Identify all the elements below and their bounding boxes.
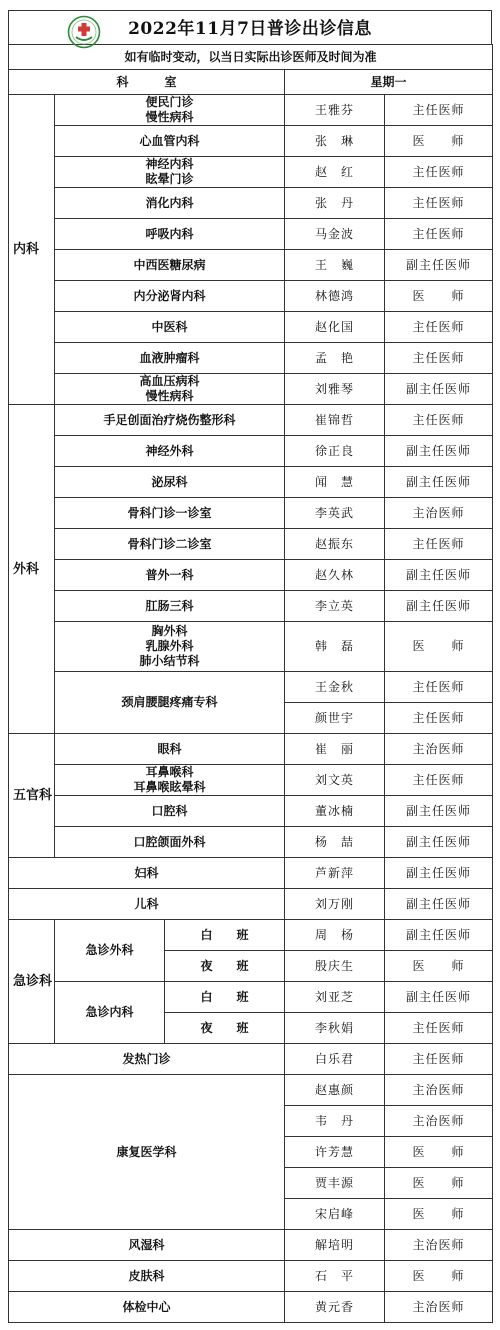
doctor-title: 医 师 [385, 126, 493, 157]
doctor-title: 主任医师 [385, 1013, 493, 1044]
doctor-title: 主治医师 [385, 1292, 493, 1323]
doctor-name: 韦 丹 [285, 1106, 385, 1137]
table-row [9, 1230, 493, 1261]
table-row [9, 95, 493, 126]
dept-name: 口腔颌面外科 [55, 827, 285, 858]
doctor-title: 主任医师 [385, 219, 493, 250]
dept-name: 神经内科 眩晕门诊 [55, 157, 285, 188]
table-row [9, 734, 493, 765]
dept-name: 皮肤科 [9, 1261, 285, 1292]
dept-name: 神经外科 [55, 436, 285, 467]
doctor-name: 芦新萍 [285, 858, 385, 889]
table-row [9, 591, 493, 622]
table-row [9, 436, 493, 467]
doctor-title: 主任医师 [385, 529, 493, 560]
dept-name: 体检中心 [9, 1292, 285, 1323]
table-row [9, 281, 493, 312]
table-row [9, 858, 493, 889]
doctor-title: 医 师 [385, 281, 493, 312]
doctor-title: 副主任医师 [385, 250, 493, 281]
table-row [9, 920, 493, 951]
dept-name: 骨科门诊一诊室 [55, 498, 285, 529]
table-row [9, 672, 493, 703]
dept-name: 内分泌肾内科 [55, 281, 285, 312]
table-row [9, 498, 493, 529]
doctor-name: 刘雅琴 [285, 374, 385, 405]
doctor-name: 赵振东 [285, 529, 385, 560]
page-title: 2022年11月7日普诊出诊信息 [128, 19, 372, 39]
dept-name: 妇科 [9, 858, 285, 889]
doctor-name: 刘亚芝 [285, 982, 385, 1013]
doctor-title: 主治医师 [385, 1075, 493, 1106]
column-header-dept: 科 室 [9, 70, 285, 95]
table-row [9, 765, 493, 796]
doctor-name: 徐正良 [285, 436, 385, 467]
doctor-title: 主任医师 [385, 672, 493, 703]
doctor-title: 主任医师 [385, 312, 493, 343]
doctor-name: 宋启峰 [285, 1199, 385, 1230]
group-label-ent: 五官科 [9, 734, 55, 858]
dept-name: 高血压病科 慢性病科 [55, 374, 285, 405]
doctor-title: 主任医师 [385, 188, 493, 219]
table-row [9, 312, 493, 343]
group-label-internal: 内科 [9, 95, 55, 405]
dept-name: 普外一科 [55, 560, 285, 591]
doctor-name: 赵化国 [285, 312, 385, 343]
dept-name: 肛肠三科 [55, 591, 285, 622]
table-row [9, 467, 493, 498]
table-row [9, 982, 493, 1013]
doctor-title: 副主任医师 [385, 982, 493, 1013]
doctor-title: 副主任医师 [385, 560, 493, 591]
doctor-title: 副主任医师 [385, 920, 493, 951]
dept-name: 发热门诊 [9, 1044, 285, 1075]
doctor-name: 周 杨 [285, 920, 385, 951]
doctor-name: 孟 艳 [285, 343, 385, 374]
group-label-emergency: 急诊科 [9, 920, 55, 1044]
shift-label: 夜 班 [165, 951, 285, 982]
dept-name: 中医科 [55, 312, 285, 343]
table-row [9, 1292, 493, 1323]
doctor-name: 刘万刚 [285, 889, 385, 920]
table-row [9, 250, 493, 281]
dept-name: 急诊内科 [55, 982, 165, 1044]
column-header-row [9, 70, 493, 95]
doctor-name: 解培明 [285, 1230, 385, 1261]
doctor-name: 赵久林 [285, 560, 385, 591]
doctor-name: 许芳慧 [285, 1137, 385, 1168]
dept-name: 风湿科 [9, 1230, 285, 1261]
doctor-title: 主任医师 [385, 1044, 493, 1075]
doctor-title: 主治医师 [385, 1230, 493, 1261]
doctor-title: 主任医师 [385, 343, 493, 374]
schedule-table [8, 44, 493, 1323]
doctor-title: 副主任医师 [385, 858, 493, 889]
doctor-name: 李秋娟 [285, 1013, 385, 1044]
table-row [9, 343, 493, 374]
table-row [9, 405, 493, 436]
schedule-sheet [8, 10, 492, 1323]
dept-name: 急诊外科 [55, 920, 165, 982]
table-row [9, 827, 493, 858]
doctor-name: 张 琳 [285, 126, 385, 157]
dept-name: 泌尿科 [55, 467, 285, 498]
table-row [9, 157, 493, 188]
doctor-name: 马金波 [285, 219, 385, 250]
table-row [9, 1261, 493, 1292]
table-row [9, 188, 493, 219]
table-row [9, 1044, 493, 1075]
doctor-name: 白乐君 [285, 1044, 385, 1075]
shift-label: 白 班 [165, 920, 285, 951]
doctor-title: 医 师 [385, 951, 493, 982]
column-header-monday: 星期一 [285, 70, 493, 95]
table-row [9, 529, 493, 560]
dept-name: 胸外科 乳腺外科 肺小结节科 [55, 622, 285, 672]
doctor-title: 医 师 [385, 1168, 493, 1199]
table-row [9, 622, 493, 672]
doctor-title: 医 师 [385, 1137, 493, 1168]
dept-name: 血液肿瘤科 [55, 343, 285, 374]
doctor-name: 王雅芬 [285, 95, 385, 126]
doctor-name: 崔锦哲 [285, 405, 385, 436]
dept-name: 骨科门诊二诊室 [55, 529, 285, 560]
dept-name: 心血管内科 [55, 126, 285, 157]
doctor-title: 主治医师 [385, 734, 493, 765]
doctor-title: 副主任医师 [385, 796, 493, 827]
shift-label: 白 班 [165, 982, 285, 1013]
doctor-name: 贾丰源 [285, 1168, 385, 1199]
header-bar [8, 10, 492, 44]
doctor-name: 赵惠颜 [285, 1075, 385, 1106]
doctor-title: 医 师 [385, 622, 493, 672]
doctor-title: 副主任医师 [385, 827, 493, 858]
shift-label: 夜 班 [165, 1013, 285, 1044]
dept-name: 便民门诊 慢性病科 [55, 95, 285, 126]
dept-name: 耳鼻喉科 耳鼻喉眩晕科 [55, 765, 285, 796]
doctor-title: 医 师 [385, 1199, 493, 1230]
table-row [9, 1075, 493, 1106]
dept-name: 颈肩腰腿疼痛专科 [55, 672, 285, 734]
doctor-name: 颜世宇 [285, 703, 385, 734]
doctor-title: 副主任医师 [385, 591, 493, 622]
doctor-name: 杨 喆 [285, 827, 385, 858]
doctor-title: 副主任医师 [385, 436, 493, 467]
doctor-name: 崔 丽 [285, 734, 385, 765]
doctor-title: 主任医师 [385, 95, 493, 126]
doctor-name: 王 巍 [285, 250, 385, 281]
group-label-surgery: 外科 [9, 405, 55, 734]
doctor-name: 林德鸿 [285, 281, 385, 312]
doctor-title: 主治医师 [385, 1106, 493, 1137]
dept-name: 儿科 [9, 889, 285, 920]
dept-name: 眼科 [55, 734, 285, 765]
doctor-name: 刘文英 [285, 765, 385, 796]
doctor-title: 主任医师 [385, 405, 493, 436]
dept-name: 消化内科 [55, 188, 285, 219]
doctor-title: 主任医师 [385, 765, 493, 796]
dept-name: 呼吸内科 [55, 219, 285, 250]
doctor-name: 闻 慧 [285, 467, 385, 498]
doctor-title: 副主任医师 [385, 889, 493, 920]
table-row [9, 796, 493, 827]
doctor-title: 副主任医师 [385, 374, 493, 405]
dept-name: 口腔科 [55, 796, 285, 827]
table-row [9, 560, 493, 591]
doctor-name: 王金秋 [285, 672, 385, 703]
doctor-title: 主任医师 [385, 157, 493, 188]
doctor-title: 主任医师 [385, 703, 493, 734]
dept-name: 康复医学科 [9, 1075, 285, 1230]
table-row [9, 374, 493, 405]
dept-name: 中西医糖尿病 [55, 250, 285, 281]
dept-name: 手足创面治疗烧伤整形科 [55, 405, 285, 436]
doctor-name: 李英武 [285, 498, 385, 529]
doctor-name: 赵 红 [285, 157, 385, 188]
doctor-name: 石 平 [285, 1261, 385, 1292]
doctor-name: 韩 磊 [285, 622, 385, 672]
doctor-title: 医 师 [385, 1261, 493, 1292]
doctor-name: 黄元香 [285, 1292, 385, 1323]
doctor-name: 董冰楠 [285, 796, 385, 827]
table-row [9, 126, 493, 157]
doctor-name: 李立英 [285, 591, 385, 622]
notice-text: 如有临时变动，以当日实际出诊医师及时间为准 [9, 45, 493, 70]
table-row [9, 889, 493, 920]
doctor-title: 主治医师 [385, 498, 493, 529]
doctor-name: 殷庆生 [285, 951, 385, 982]
doctor-title: 副主任医师 [385, 467, 493, 498]
doctor-name: 张 丹 [285, 188, 385, 219]
table-row [9, 219, 493, 250]
